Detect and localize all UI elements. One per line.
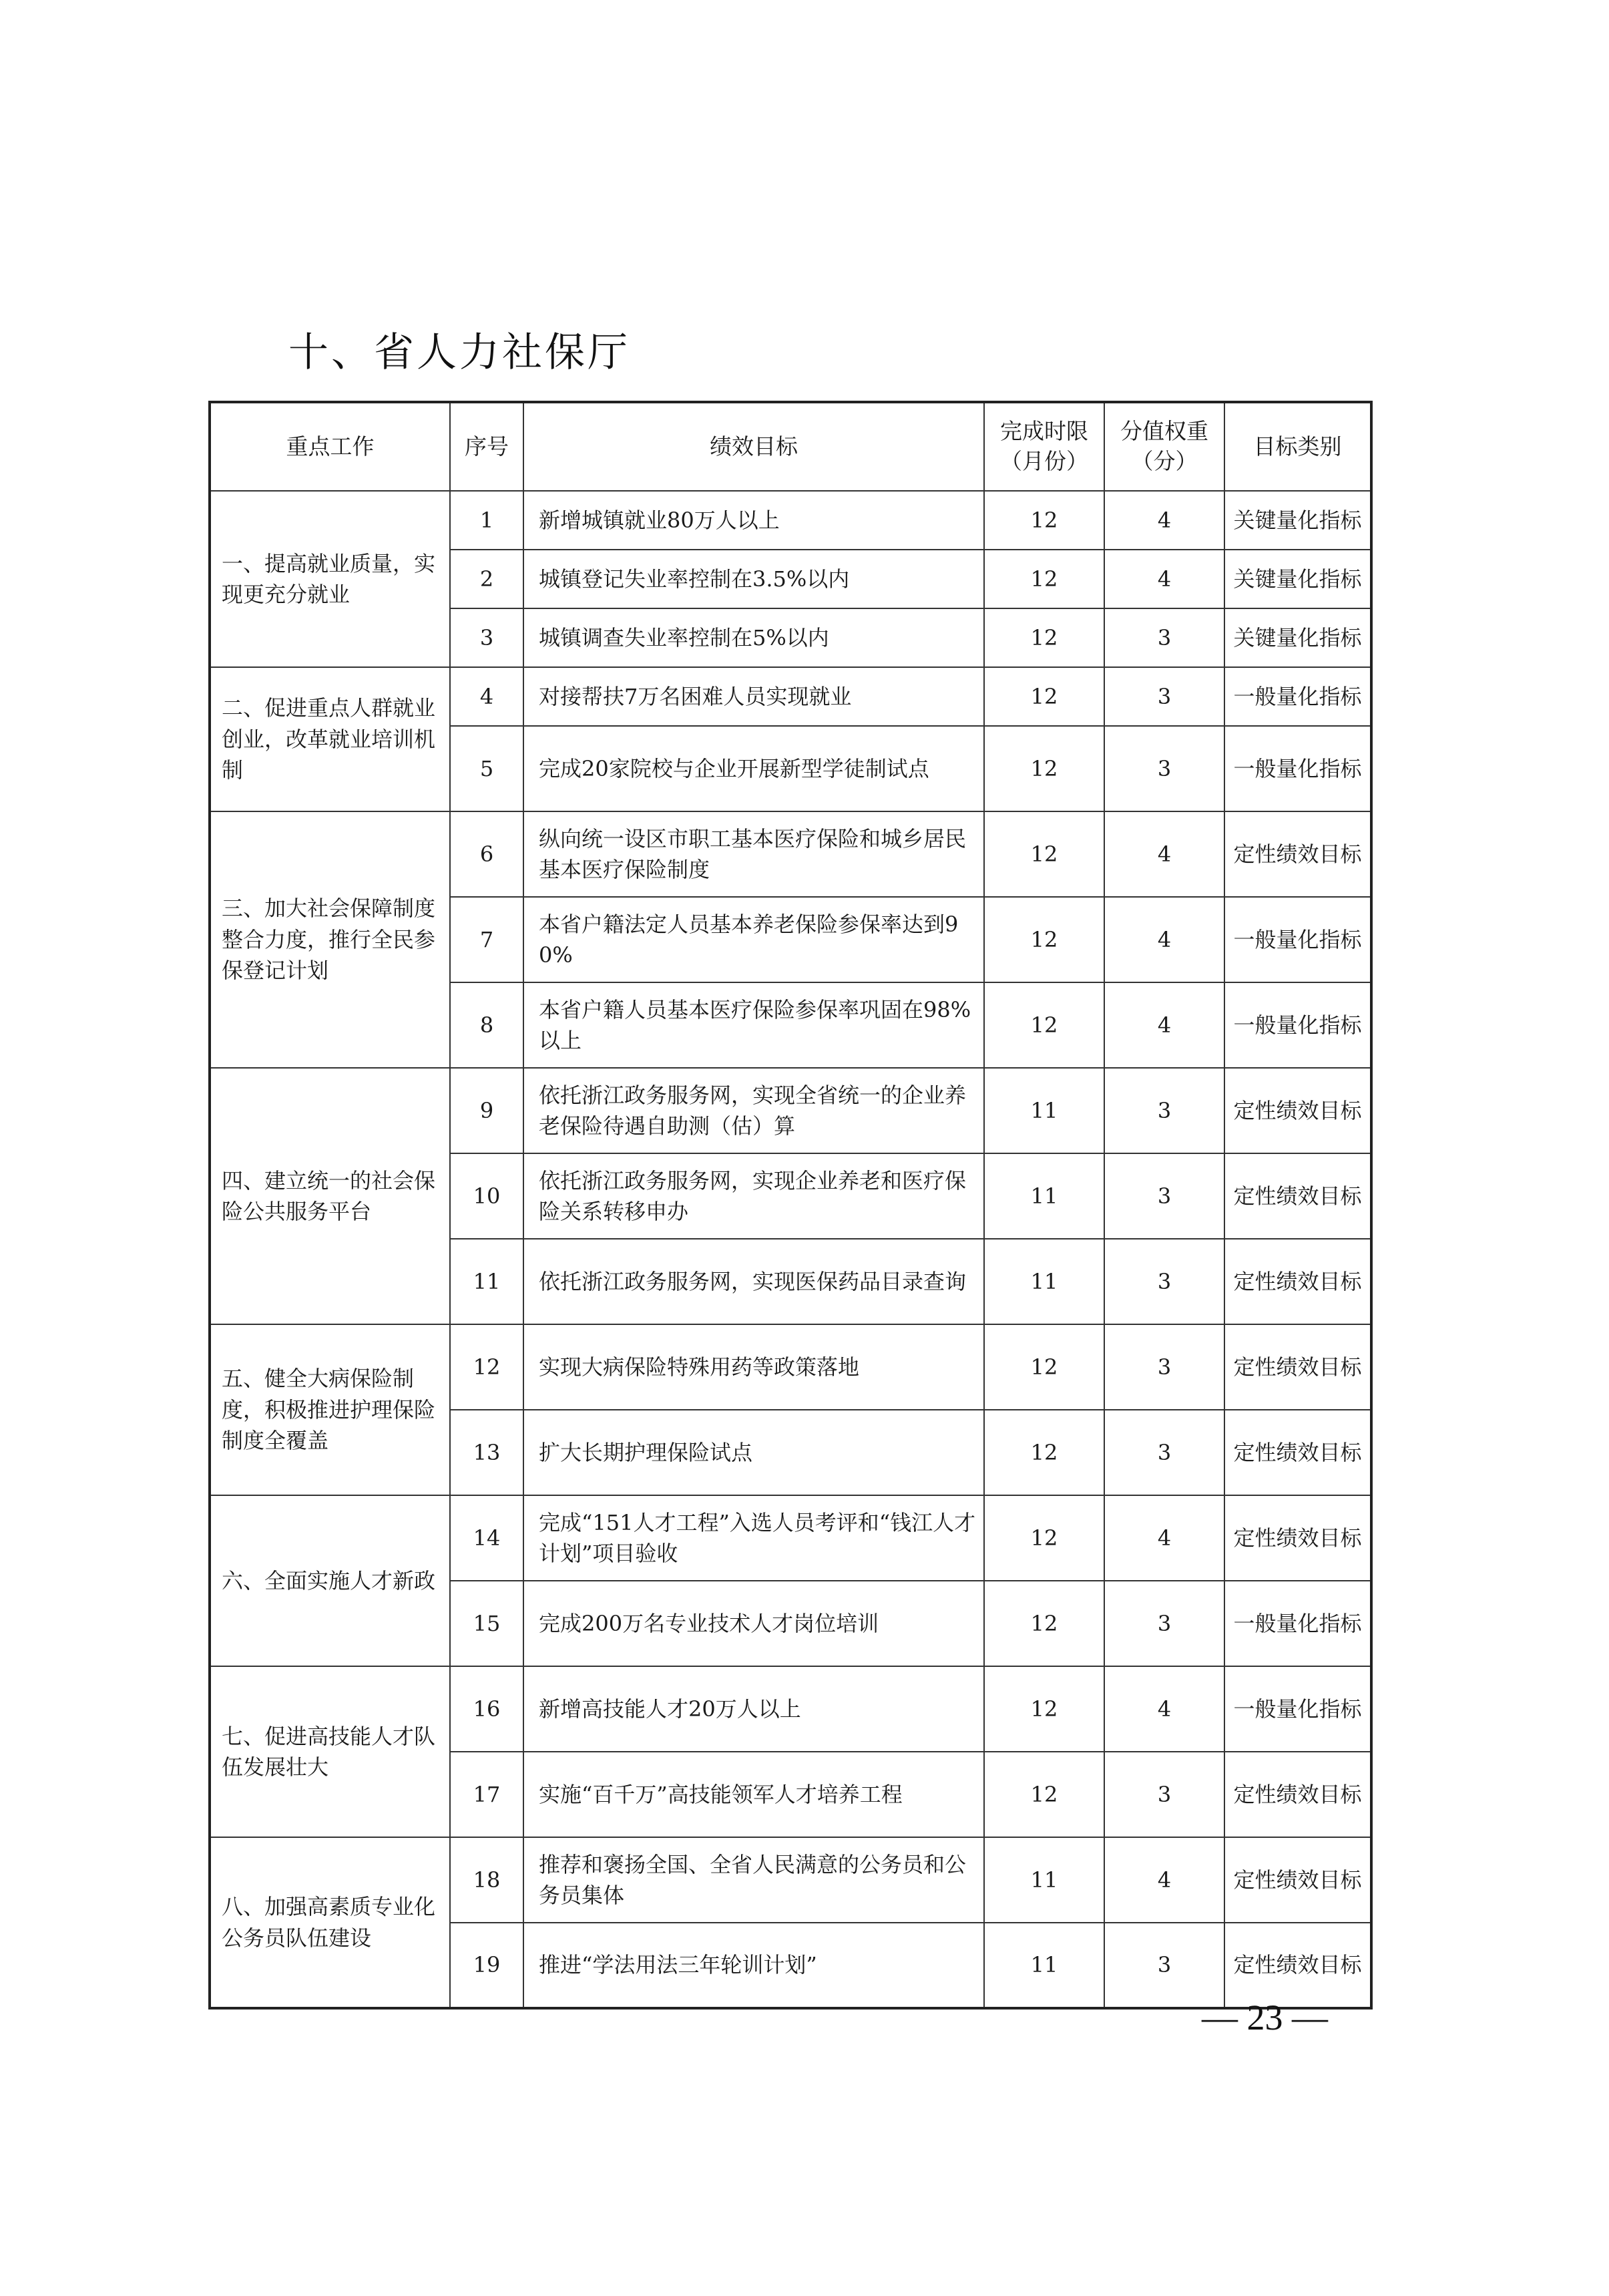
table-row: [210, 491, 1371, 550]
header-weight-line2: （分）: [1131, 448, 1198, 474]
deadline-cell: 12: [984, 726, 1104, 811]
goal-cell: 依托浙江政务服务网，实现企业养老和医疗保险关系转移申办: [523, 1153, 984, 1239]
row-number-cell: 2: [450, 550, 523, 608]
weight-cell: 3: [1104, 1153, 1224, 1239]
row-number-cell: 13: [450, 1410, 523, 1495]
category-cell: 关键量化指标: [1224, 608, 1371, 667]
row-number-cell: 14: [450, 1495, 523, 1581]
table-row: [210, 1068, 1371, 1153]
goal-cell: 纵向统一设区市职工基本医疗保险和城乡居民基本医疗保险制度: [523, 811, 984, 897]
category-cell: 一般量化指标: [1224, 1666, 1371, 1752]
category-cell: 定性绩效目标: [1224, 1495, 1371, 1581]
category-cell: 定性绩效目标: [1224, 1068, 1371, 1153]
row-number-cell: 8: [450, 982, 523, 1068]
category-cell: 定性绩效目标: [1224, 1324, 1371, 1410]
deadline-cell: 11: [984, 1837, 1104, 1923]
row-number-cell: 3: [450, 608, 523, 667]
weight-cell: 4: [1104, 897, 1224, 982]
goal-cell: 实施“百千万”高技能领军人才培养工程: [523, 1752, 984, 1837]
category-cell: 关键量化指标: [1224, 550, 1371, 608]
weight-cell: 4: [1104, 550, 1224, 608]
header-weight-line1: 分值权重: [1120, 418, 1208, 445]
goal-cell: 依托浙江政务服务网，实现全省统一的企业养老保险待遇自助测（估）算: [523, 1068, 984, 1153]
weight-cell: 4: [1104, 811, 1224, 897]
category-cell: 一般量化指标: [1224, 1581, 1371, 1666]
header-goal: 绩效目标: [523, 402, 984, 491]
deadline-cell: 12: [984, 1495, 1104, 1581]
row-number-cell: 4: [450, 667, 523, 726]
weight-cell: 4: [1104, 982, 1224, 1068]
weight-cell: 3: [1104, 1239, 1224, 1324]
row-number-cell: 6: [450, 811, 523, 897]
deadline-cell: 12: [984, 897, 1104, 982]
goal-cell: 新增城镇就业80万人以上: [523, 491, 984, 550]
key-work-cell: 七、促进高技能人才队伍发展壮大: [210, 1666, 450, 1837]
category-cell: 一般量化指标: [1224, 897, 1371, 982]
header-category: 目标类别: [1224, 402, 1371, 491]
category-cell: 一般量化指标: [1224, 982, 1371, 1068]
category-cell: 定性绩效目标: [1224, 1837, 1371, 1923]
key-work-cell: 一、提高就业质量，实现更充分就业: [210, 491, 450, 667]
row-number-cell: 15: [450, 1581, 523, 1666]
row-number-cell: 10: [450, 1153, 523, 1239]
goal-cell: 本省户籍人员基本医疗保险参保率巩固在98%以上: [523, 982, 984, 1068]
goal-cell: 实现大病保险特殊用药等政策落地: [523, 1324, 984, 1410]
category-cell: 定性绩效目标: [1224, 1239, 1371, 1324]
weight-cell: 4: [1104, 1495, 1224, 1581]
deadline-cell: 12: [984, 667, 1104, 726]
row-number-cell: 5: [450, 726, 523, 811]
performance-goals-table: [208, 401, 1373, 2010]
deadline-cell: 11: [984, 1239, 1104, 1324]
goal-cell: 完成200万名专业技术人才岗位培训: [523, 1581, 984, 1666]
goal-cell: 完成“151人才工程”入选人员考评和“钱江人才计划”项目验收: [523, 1495, 984, 1581]
header-num: 序号: [450, 402, 523, 491]
table-row: [210, 1324, 1371, 1410]
weight-cell: 3: [1104, 1923, 1224, 2008]
deadline-cell: 12: [984, 1752, 1104, 1837]
deadline-cell: 11: [984, 1068, 1104, 1153]
deadline-cell: 11: [984, 1923, 1104, 2008]
category-cell: 定性绩效目标: [1224, 1153, 1371, 1239]
category-cell: 定性绩效目标: [1224, 1752, 1371, 1837]
row-number-cell: 7: [450, 897, 523, 982]
header-weight: [1104, 402, 1224, 491]
category-cell: 定性绩效目标: [1224, 1923, 1371, 2008]
weight-cell: 3: [1104, 667, 1224, 726]
weight-cell: 4: [1104, 1666, 1224, 1752]
goal-cell: 新增高技能人才20万人以上: [523, 1666, 984, 1752]
deadline-cell: 12: [984, 811, 1104, 897]
goal-cell: 推进“学法用法三年轮训计划”: [523, 1923, 984, 2008]
deadline-cell: 12: [984, 1581, 1104, 1666]
table-row: [210, 1837, 1371, 1923]
weight-cell: 4: [1104, 1837, 1224, 1923]
row-number-cell: 11: [450, 1239, 523, 1324]
table-header-row: [210, 402, 1371, 491]
key-work-cell: 五、健全大病保险制度，积极推进护理保险制度全覆盖: [210, 1324, 450, 1495]
category-cell: 一般量化指标: [1224, 667, 1371, 726]
deadline-cell: 11: [984, 1153, 1104, 1239]
header-work: 重点工作: [210, 402, 450, 491]
deadline-cell: 12: [984, 1410, 1104, 1495]
table-row: [210, 1666, 1371, 1752]
goal-cell: 完成20家院校与企业开展新型学徒制试点: [523, 726, 984, 811]
page-number: — 23 —: [1202, 1997, 1328, 2038]
goal-cell: 推荐和褒扬全国、全省人民满意的公务员和公务员集体: [523, 1837, 984, 1923]
row-number-cell: 12: [450, 1324, 523, 1410]
row-number-cell: 9: [450, 1068, 523, 1153]
deadline-cell: 12: [984, 1666, 1104, 1752]
row-number-cell: 18: [450, 1837, 523, 1923]
goal-cell: 城镇登记失业率控制在3.5%以内: [523, 550, 984, 608]
category-cell: 关键量化指标: [1224, 491, 1371, 550]
weight-cell: 4: [1104, 491, 1224, 550]
category-cell: 一般量化指标: [1224, 726, 1371, 811]
table-body: [210, 491, 1371, 2008]
weight-cell: 3: [1104, 1752, 1224, 1837]
goal-cell: 扩大长期护理保险试点: [523, 1410, 984, 1495]
key-work-cell: 六、全面实施人才新政: [210, 1495, 450, 1666]
deadline-cell: 12: [984, 550, 1104, 608]
deadline-cell: 12: [984, 491, 1104, 550]
deadline-cell: 12: [984, 982, 1104, 1068]
goal-cell: 城镇调查失业率控制在5%以内: [523, 608, 984, 667]
key-work-cell: 三、加大社会保障制度整合力度，推行全民参保登记计划: [210, 811, 450, 1068]
weight-cell: 3: [1104, 726, 1224, 811]
page-title: 十、省人力社保厅: [288, 329, 630, 376]
weight-cell: 3: [1104, 1068, 1224, 1153]
category-cell: 定性绩效目标: [1224, 1410, 1371, 1495]
category-cell: 定性绩效目标: [1224, 811, 1371, 897]
header-deadline: [984, 402, 1104, 491]
weight-cell: 3: [1104, 1410, 1224, 1495]
weight-cell: 3: [1104, 608, 1224, 667]
deadline-cell: 12: [984, 1324, 1104, 1410]
weight-cell: 3: [1104, 1581, 1224, 1666]
key-work-cell: 八、加强高素质专业化公务员队伍建设: [210, 1837, 450, 2008]
row-number-cell: 16: [450, 1666, 523, 1752]
row-number-cell: 19: [450, 1923, 523, 2008]
row-number-cell: 17: [450, 1752, 523, 1837]
key-work-cell: 四、建立统一的社会保险公共服务平台: [210, 1068, 450, 1324]
weight-cell: 3: [1104, 1324, 1224, 1410]
goal-cell: 本省户籍法定人员基本养老保险参保率达到90%: [523, 897, 984, 982]
header-deadline-line1: 完成时限: [1000, 418, 1088, 445]
table-row: [210, 667, 1371, 726]
row-number-cell: 1: [450, 491, 523, 550]
key-work-cell: 二、促进重点人群就业创业，改革就业培训机制: [210, 667, 450, 811]
goal-cell: 对接帮扶7万名困难人员实现就业: [523, 667, 984, 726]
table-row: [210, 811, 1371, 897]
header-deadline-line2: （月份）: [1000, 448, 1088, 474]
goal-cell: 依托浙江政务服务网，实现医保药品目录查询: [523, 1239, 984, 1324]
table-row: [210, 1495, 1371, 1581]
deadline-cell: 12: [984, 608, 1104, 667]
